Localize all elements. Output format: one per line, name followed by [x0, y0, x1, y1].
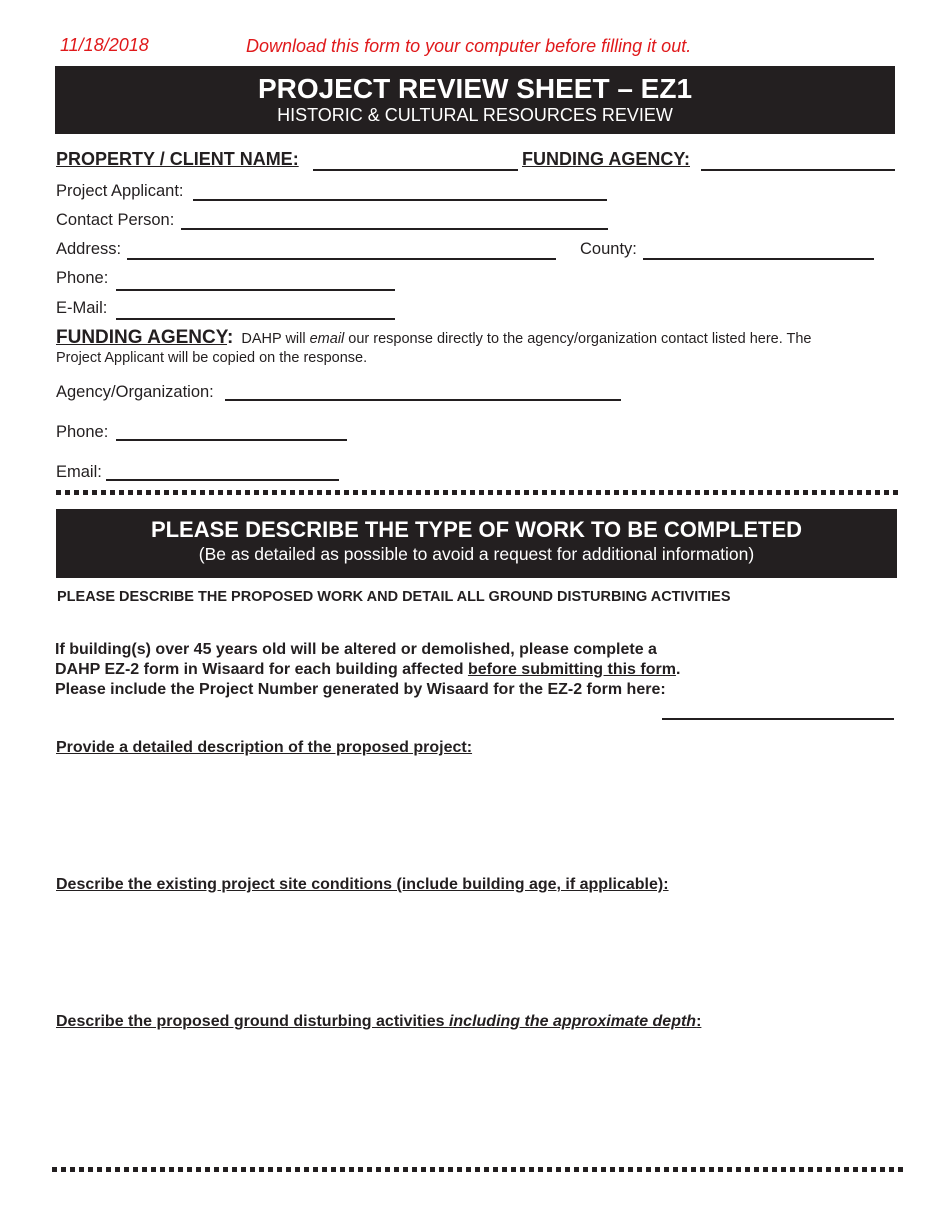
- phone-input[interactable]: [116, 289, 395, 291]
- question-site-conditions: Describe the existing project site conditions (include building age, if applicable):: [56, 876, 669, 893]
- note-part1: DAHP will: [241, 331, 310, 347]
- question-project-description: Provide a detailed description of the proposed project:: [56, 739, 473, 756]
- county-label: County:: [580, 240, 637, 258]
- work-instruction: PLEASE DESCRIBE THE PROPOSED WORK AND DETAIL ALL GROUND DISTURBING ACTIVITIES: [57, 589, 731, 605]
- ez2-line2: [55, 660, 680, 680]
- project-applicant-input[interactable]: [193, 199, 607, 201]
- note-italic: email: [309, 331, 345, 347]
- email-label: E-Mail:: [56, 299, 108, 317]
- note-line2: Project Applicant will be copied on the response.: [56, 350, 368, 366]
- work-banner: [56, 509, 897, 578]
- agency-phone-input[interactable]: [116, 439, 347, 441]
- funding-agency-top-label: FUNDING AGENCY:: [522, 149, 690, 169]
- address-input[interactable]: [127, 258, 556, 260]
- funding-agency-top-input[interactable]: [701, 169, 895, 171]
- property-client-label: PROPERTY / CLIENT NAME:: [56, 149, 299, 169]
- funding-agency-heading: FUNDING AGENCY: [56, 327, 227, 348]
- dotted-divider-top: [56, 490, 900, 495]
- property-client-input[interactable]: [313, 169, 518, 171]
- ez2-line2-underlined: before submitting this form: [467, 661, 676, 678]
- funding-agency-heading-colon: :: [227, 327, 234, 348]
- q3-post: :: [696, 1013, 702, 1030]
- agency-email-input[interactable]: [106, 479, 339, 481]
- contact-person-input[interactable]: [181, 228, 608, 230]
- work-banner-subtitle: (Be as detailed as possible to avoid a request for additional information): [198, 544, 755, 564]
- ez2-line3: Please include the Project Number generated by Wisaard for the EZ-2 form here:: [55, 681, 666, 698]
- ez2-instructions: [55, 640, 680, 700]
- ez2-line2-pre: DAHP EZ-2 form in Wisaard for each building affected: [55, 661, 468, 678]
- contact-person-label: Contact Person:: [56, 211, 175, 229]
- ez2-line2-post: .: [675, 661, 681, 678]
- page-title: PROJECT REVIEW SHEET – EZ1: [257, 73, 693, 104]
- form-date: 11/18/2018: [60, 35, 149, 55]
- email-input[interactable]: [116, 318, 395, 320]
- title-banner: [55, 66, 895, 134]
- project-applicant-label: Project Applicant:: [56, 182, 184, 200]
- note-part2: our response directly to the agency/organization contact listed here. The: [344, 331, 812, 347]
- county-input[interactable]: [643, 258, 874, 260]
- agency-phone-label: Phone:: [56, 423, 109, 441]
- q3-pre: Describe the proposed ground disturbing activities: [56, 1013, 449, 1030]
- ez2-line1: If building(s) over 45 years old will be altered or demolished, please complete a: [55, 641, 657, 658]
- q3-italic: including the approximate depth: [448, 1013, 697, 1030]
- address-label: Address:: [56, 240, 122, 258]
- ez2-project-number-input[interactable]: [662, 718, 894, 720]
- agency-org-input[interactable]: [225, 399, 621, 401]
- download-notice: Download this form to your computer before filling it out.: [246, 36, 692, 56]
- page-subtitle: HISTORIC & CULTURAL RESOURCES REVIEW: [277, 105, 673, 125]
- agency-org-label: Agency/Organization:: [56, 383, 214, 401]
- question-ground-disturbing: [56, 1013, 701, 1031]
- agency-email-label: Email:: [56, 463, 102, 481]
- work-banner-title: PLEASE DESCRIBE THE TYPE OF WORK TO BE COMPLETED: [150, 517, 803, 542]
- phone-label: Phone:: [56, 269, 109, 287]
- funding-agency-note: [56, 328, 876, 368]
- dotted-divider-bottom: [52, 1167, 904, 1172]
